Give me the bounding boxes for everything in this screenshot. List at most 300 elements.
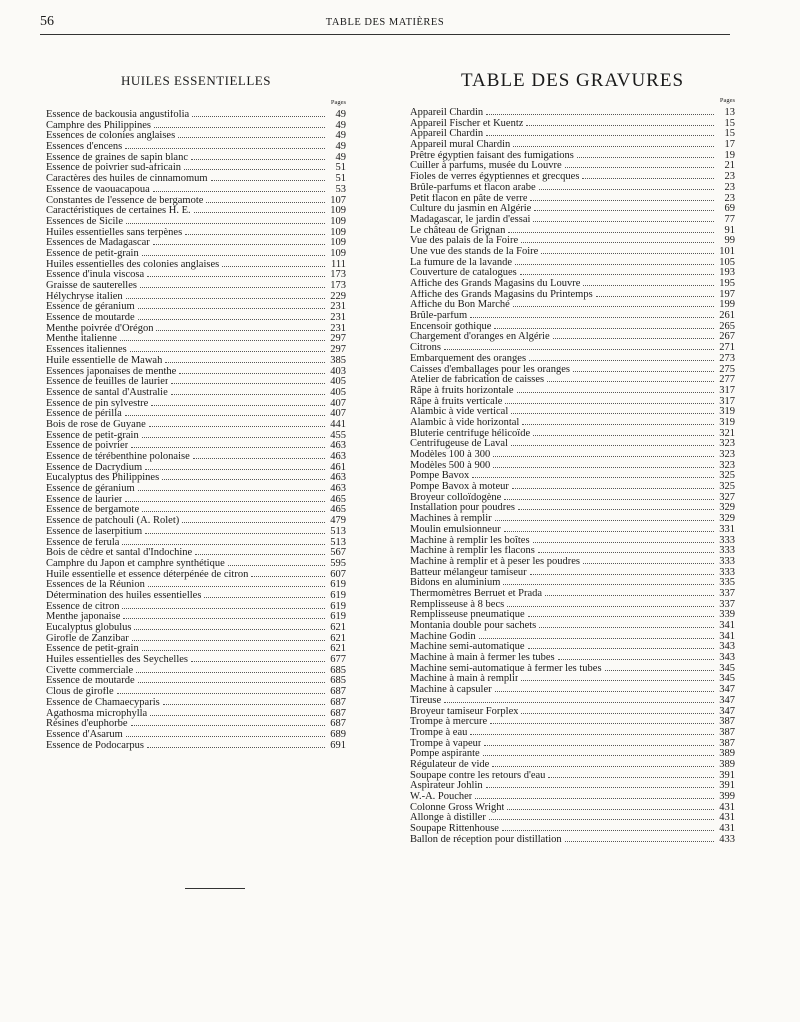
- entry-title: Pompe Bavox: [410, 471, 470, 482]
- entry-page-number: 595: [330, 557, 346, 569]
- index-entry: [410, 684, 735, 695]
- entry-page-number: 69: [724, 203, 735, 215]
- entry-page-number: 621: [330, 643, 346, 655]
- entry-title: Machine à main à fermer les tubes: [410, 653, 555, 664]
- index-entry: [46, 109, 346, 120]
- entry-title: Graisse de sauterelles: [46, 281, 137, 291]
- dot-leader: [470, 310, 714, 318]
- entry-title: Huile essentielle de Mawah: [46, 355, 163, 366]
- dot-leader: [573, 364, 714, 372]
- entry-title: Installation pour poudres: [410, 503, 515, 514]
- index-entry: [46, 440, 346, 451]
- index-entry: [410, 385, 735, 396]
- entry-page-number: 331: [719, 523, 735, 535]
- entry-title: Menthe japonaise: [46, 612, 121, 623]
- entry-title: Huiles essentielles sans terpènes: [46, 227, 183, 238]
- entry-page-number: 513: [330, 536, 346, 548]
- index-entry: [410, 203, 735, 214]
- index-entry: [410, 780, 735, 791]
- dot-leader: [165, 355, 325, 363]
- dot-leader: [553, 331, 714, 339]
- index-entry: [410, 834, 735, 845]
- entry-page-number: 23: [724, 181, 735, 193]
- entry-page-number: 329: [719, 513, 735, 525]
- entry-title: Essences d'encens: [46, 142, 123, 153]
- dot-leader: [142, 248, 325, 256]
- index-entry: [46, 430, 346, 441]
- entry-title: Thermomètres Berruet et Prada: [410, 588, 543, 599]
- dot-leader: [149, 419, 325, 427]
- entry-title: Civette commerciale: [46, 665, 134, 676]
- entry-page-number: 319: [719, 406, 735, 418]
- dot-leader: [534, 203, 714, 211]
- dot-leader: [596, 289, 714, 297]
- entry-page-number: 621: [330, 632, 346, 644]
- entry-title: Bois de cèdre et santal d'Indochine: [46, 548, 193, 559]
- entry-title: Appareil Fischer et Kuentz: [410, 118, 524, 129]
- dot-leader: [517, 385, 714, 393]
- entry-title: Trompe à vapeur: [410, 738, 482, 749]
- index-entry: [410, 492, 735, 503]
- index-entry: [410, 396, 735, 407]
- index-entry: [46, 740, 346, 751]
- index-entry: [410, 342, 735, 353]
- entry-title: Essence de Podocarpus: [46, 740, 144, 751]
- index-entry: [46, 387, 346, 398]
- entry-page-number: 173: [330, 269, 346, 281]
- entry-page-number: 323: [719, 438, 735, 450]
- index-entry: [46, 130, 346, 141]
- index-entry: [410, 267, 735, 278]
- entry-page-number: 327: [719, 491, 735, 503]
- entry-title: Alambic à vide vertical: [410, 407, 509, 418]
- entry-page-number: 297: [330, 333, 346, 345]
- entry-title: Essence de pin sylvestre: [46, 398, 149, 409]
- dot-leader: [191, 654, 325, 662]
- entry-page-number: 335: [719, 577, 735, 589]
- entry-title: Clous de girofle: [46, 687, 114, 698]
- index-entry: [410, 770, 735, 781]
- entry-page-number: 685: [330, 664, 346, 676]
- index-entry: [46, 184, 346, 195]
- entry-title: Essence de laurier: [46, 494, 123, 505]
- entry-page-number: 347: [719, 684, 735, 696]
- entry-title: Essence d'inula viscosa: [46, 270, 145, 281]
- entry-page-number: 465: [330, 504, 346, 516]
- dot-leader: [125, 141, 325, 149]
- entry-page-number: 15: [724, 117, 735, 129]
- entry-page-number: 621: [330, 622, 346, 633]
- dot-leader: [504, 492, 714, 500]
- dot-leader: [493, 449, 714, 457]
- dot-leader: [533, 428, 714, 436]
- entry-page-number: 687: [330, 696, 346, 708]
- index-entry: [410, 171, 735, 182]
- entry-page-number: 277: [719, 374, 735, 386]
- entry-page-number: 109: [330, 226, 346, 238]
- dot-leader: [444, 695, 714, 703]
- index-entry: [410, 246, 735, 257]
- dot-leader: [526, 118, 714, 126]
- entry-page-number: 51: [335, 173, 346, 185]
- index-entry: [46, 162, 346, 173]
- entry-page-number: 53: [335, 183, 346, 195]
- index-entry: [46, 590, 346, 601]
- index-entry: [46, 323, 346, 334]
- dot-leader: [528, 641, 714, 649]
- dot-leader: [147, 740, 325, 748]
- page-header: [40, 14, 730, 34]
- dot-leader: [138, 312, 325, 320]
- dot-leader: [138, 483, 325, 491]
- entry-title: Couverture de catalogues: [410, 268, 517, 279]
- index-entry: [410, 663, 735, 674]
- entry-page-number: 107: [330, 194, 346, 206]
- index-entry: [410, 545, 735, 556]
- index-entry: [46, 697, 346, 708]
- entry-title: Culture du jasmin en Algérie: [410, 204, 532, 215]
- index-entry: [46, 312, 346, 323]
- index-entry: [410, 289, 735, 300]
- dot-leader: [179, 366, 325, 374]
- entry-title: Montania double pour sachets: [410, 621, 537, 631]
- dot-leader: [204, 590, 325, 598]
- index-entry: [410, 599, 735, 610]
- dot-leader: [475, 791, 714, 799]
- dot-leader: [136, 665, 325, 673]
- entry-page-number: 231: [330, 312, 346, 324]
- entry-page-number: 391: [719, 769, 735, 781]
- entry-page-number: 387: [719, 737, 735, 749]
- entry-page-number: 49: [335, 130, 346, 142]
- index-entry: [46, 633, 346, 644]
- dot-leader: [521, 673, 714, 681]
- dot-leader: [126, 216, 325, 224]
- entry-title: Caisses d'emballages pour les oranges: [410, 364, 570, 375]
- entry-page-number: 51: [335, 162, 346, 174]
- dot-leader: [123, 611, 325, 619]
- entry-page-number: 405: [330, 376, 346, 388]
- entry-page-number: 461: [330, 461, 346, 473]
- dot-leader: [192, 109, 325, 117]
- entry-page-number: 49: [335, 141, 346, 153]
- entry-title: Modèles 500 à 900: [410, 460, 491, 471]
- entry-page-number: 317: [719, 395, 735, 407]
- entry-title: Girofle de Zanzibar: [46, 633, 129, 644]
- index-entry: [410, 182, 735, 193]
- entry-title: Essence de petit-grain: [46, 644, 139, 655]
- entry-page-number: 341: [719, 620, 735, 631]
- index-entry: [46, 227, 346, 238]
- entry-title: Remplisseuse pneumatique: [410, 610, 525, 621]
- entry-page-number: 23: [724, 192, 735, 204]
- entry-page-number: 463: [330, 472, 346, 484]
- dot-leader: [486, 107, 714, 115]
- entry-page-number: 273: [719, 352, 735, 364]
- entry-page-number: 19: [724, 149, 735, 161]
- entry-page-number: 231: [330, 322, 346, 334]
- dot-leader: [145, 526, 325, 534]
- entry-title: Essence de graines de sapin blanc: [46, 152, 188, 163]
- entry-title: Essence de Dacrydium: [46, 462, 143, 473]
- entry-title: Essence de feuilles de laurier: [46, 377, 169, 388]
- dot-leader: [503, 577, 714, 585]
- dot-leader: [479, 631, 714, 639]
- entry-page-number: 317: [719, 384, 735, 396]
- entry-title: Essence de ferula: [46, 537, 120, 548]
- entry-page-number: 13: [724, 107, 735, 118]
- dot-leader: [502, 823, 714, 831]
- entry-page-number: 431: [719, 812, 735, 824]
- dot-leader: [533, 214, 714, 222]
- entry-title: Brûle-parfum: [410, 311, 468, 322]
- index-entry: [46, 558, 346, 569]
- entry-title: Cuiller à parfums, musée du Louvre: [410, 161, 562, 172]
- dot-leader: [126, 729, 325, 737]
- entry-title: Détermination des huiles essentielles: [46, 590, 202, 601]
- entry-page-number: 323: [719, 449, 735, 460]
- entry-title: Broyeur colloïdogène: [410, 492, 502, 503]
- entry-title: Citrons: [410, 343, 441, 354]
- index-entry: [410, 257, 735, 268]
- entry-page-number: 319: [719, 416, 735, 428]
- entry-title: Râpe à fruits verticale: [410, 396, 503, 407]
- entry-page-number: 567: [330, 547, 346, 559]
- engravings-title: TABLE DES GRAVURES: [460, 70, 685, 91]
- entry-title: Caractères des huiles de cinnamomum: [46, 174, 208, 185]
- entry-page-number: 405: [330, 386, 346, 398]
- dot-leader: [444, 342, 714, 350]
- essential-oils-index: [46, 70, 346, 750]
- entry-title: Essences italiennes: [46, 345, 127, 356]
- dot-leader: [528, 609, 714, 617]
- dot-leader: [545, 588, 714, 596]
- dot-leader: [140, 280, 325, 288]
- dot-leader: [507, 802, 714, 810]
- index-entry: [46, 216, 346, 227]
- entry-page-number: 333: [719, 545, 735, 557]
- entry-title: Essence de périlla: [46, 409, 122, 420]
- entry-page-number: 321: [719, 427, 735, 439]
- dot-leader: [138, 675, 325, 683]
- dot-leader: [583, 278, 714, 286]
- index-entry: [410, 802, 735, 813]
- entry-page-number: 101: [719, 245, 735, 257]
- index-entry: [46, 398, 346, 409]
- index-entry: [46, 280, 346, 291]
- running-title: TABLE DES MATIÈRES: [325, 17, 445, 28]
- entry-page-number: 77: [724, 213, 735, 225]
- index-entry: [46, 173, 346, 184]
- dot-leader: [472, 470, 714, 478]
- entry-page-number: 231: [330, 301, 346, 313]
- index-entry: [46, 504, 346, 515]
- dot-leader: [125, 494, 325, 502]
- entry-title: Essence de poivrier: [46, 441, 129, 452]
- dot-leader: [513, 139, 714, 147]
- dot-leader: [251, 569, 325, 577]
- entry-title: Machine semi-automatique: [410, 642, 525, 653]
- dot-leader: [521, 235, 714, 243]
- entry-page-number: 109: [330, 247, 346, 259]
- index-entry: [410, 331, 735, 342]
- dot-leader: [145, 462, 325, 470]
- entry-title: Petit flacon en pâte de verre: [410, 193, 528, 204]
- dot-leader: [138, 301, 325, 309]
- page-number: 56: [40, 14, 54, 29]
- entry-page-number: 105: [719, 256, 735, 268]
- dot-leader: [131, 718, 326, 726]
- entry-title: Affiche des Grands Magasins du Louvre: [410, 279, 581, 289]
- index-entry: [46, 654, 346, 665]
- essential-oils-list: [46, 109, 346, 750]
- index-entry: [410, 631, 735, 642]
- entry-title: Chargement d'oranges en Algérie: [410, 332, 550, 343]
- index-entry: [46, 120, 346, 131]
- index-entry: [46, 675, 346, 686]
- index-entry: [410, 118, 735, 129]
- index-entry: [410, 353, 735, 364]
- pages-label: Pages: [330, 99, 346, 106]
- entry-title: Machine à remplir et à peser les poudres: [410, 556, 580, 567]
- entry-title: Menthe italienne: [46, 334, 117, 345]
- entry-title: Essence de laserpitium: [46, 526, 143, 537]
- entry-page-number: 173: [330, 280, 346, 291]
- entry-title: Essence de géranium: [46, 302, 135, 313]
- index-entry: [46, 547, 346, 558]
- index-entry: [46, 269, 346, 280]
- entry-page-number: 619: [330, 600, 346, 612]
- entry-title: Appareil Chardin: [410, 129, 484, 140]
- entry-page-number: 337: [719, 598, 735, 610]
- entry-page-number: 619: [330, 589, 346, 601]
- entry-title: W.-A. Poucher: [410, 792, 473, 802]
- entry-page-number: 193: [719, 267, 735, 279]
- dot-leader: [484, 738, 714, 746]
- index-entry: [410, 107, 735, 118]
- dot-leader: [191, 152, 325, 160]
- entry-page-number: 345: [719, 673, 735, 685]
- index-entry: [410, 652, 735, 663]
- entry-title: Soupape contre les retours d'eau: [410, 770, 546, 781]
- dot-leader: [153, 184, 325, 192]
- entry-title: Atelier de fabrication de caisses: [410, 375, 545, 386]
- index-entry: [410, 588, 735, 599]
- entry-title: Eucalyptus globulus: [46, 623, 132, 633]
- entry-page-number: 403: [330, 365, 346, 377]
- entry-title: Centrifugeuse de Laval: [410, 439, 508, 450]
- entry-title: Tireuse: [410, 695, 442, 706]
- entry-title: Résines d'euphorbe: [46, 719, 128, 730]
- dot-leader: [529, 353, 714, 361]
- dot-leader: [513, 299, 714, 307]
- index-entry: [410, 673, 735, 684]
- entry-title: Constantes de l'essence de bergamote: [46, 195, 204, 206]
- entry-title: Allonge à distiller: [410, 813, 486, 824]
- index-entry: [410, 470, 735, 481]
- entry-page-number: 465: [330, 493, 346, 505]
- dot-leader: [134, 622, 325, 630]
- entry-title: Régulateur de vide: [410, 759, 490, 770]
- index-entry: [410, 128, 735, 139]
- entry-title: Affiche du Bon Marché: [410, 300, 510, 311]
- entry-page-number: 347: [719, 705, 735, 717]
- entry-title: Machine à main à remplir: [410, 674, 519, 685]
- dot-leader: [206, 195, 325, 203]
- index-entry: [46, 205, 346, 216]
- entry-page-number: 17: [724, 139, 735, 151]
- entry-page-number: 399: [719, 791, 735, 802]
- entry-title: Madagascar, le jardin d'essai: [410, 214, 531, 225]
- entry-page-number: 229: [330, 290, 346, 302]
- entry-page-number: 685: [330, 675, 346, 687]
- index-entry: [410, 214, 735, 225]
- pages-label: Pages: [719, 97, 735, 104]
- entry-title: Trompe à mercure: [410, 717, 488, 728]
- index-entry: [46, 708, 346, 719]
- index-entry: [46, 195, 346, 206]
- entry-title: Machine Godin: [410, 631, 476, 642]
- index-entry: [410, 364, 735, 375]
- entry-page-number: 431: [719, 801, 735, 813]
- dot-leader: [132, 633, 325, 641]
- entry-title: Machine à capsuler: [410, 685, 492, 696]
- entry-page-number: 687: [330, 707, 346, 719]
- dot-leader: [131, 440, 325, 448]
- index-entry: [46, 569, 346, 580]
- entry-title: Menthe poivrée d'Orégon: [46, 323, 154, 334]
- dot-leader: [520, 267, 714, 275]
- dot-leader: [511, 438, 714, 446]
- dot-leader: [117, 686, 325, 694]
- entry-title: Caractéristiques de certaines H. E.: [46, 206, 191, 217]
- index-entry: [46, 622, 346, 633]
- dot-leader: [547, 374, 714, 382]
- index-entry: [46, 366, 346, 377]
- index-entry: [410, 727, 735, 738]
- index-entry: [410, 556, 735, 567]
- entry-title: Essence de moutarde: [46, 676, 135, 687]
- dot-leader: [195, 547, 325, 555]
- entry-page-number: 687: [330, 686, 346, 698]
- entry-page-number: 407: [330, 397, 346, 409]
- entry-title: Alambic à vide horizontal: [410, 417, 520, 428]
- dot-leader: [548, 770, 714, 778]
- entry-page-number: 341: [719, 630, 735, 642]
- entry-page-number: 677: [330, 654, 346, 666]
- entry-title: Pompe Bavox à moteur: [410, 482, 509, 493]
- dot-leader: [486, 128, 714, 136]
- entry-page-number: 389: [719, 758, 735, 770]
- dot-leader: [533, 535, 714, 543]
- entry-title: Huiles essentielles des colonies anglaises: [46, 259, 220, 270]
- dot-leader: [558, 652, 714, 660]
- index-entry: [410, 160, 735, 171]
- index-entry: [46, 141, 346, 152]
- index-entry: [410, 299, 735, 310]
- dot-leader: [178, 130, 325, 138]
- entry-title: Huile essentielle et essence déterpénée de citron: [46, 569, 249, 580]
- essential-oils-title: HUILES ESSENTIELLES: [121, 73, 271, 88]
- index-entry: [410, 374, 735, 385]
- entry-page-number: 687: [330, 718, 346, 730]
- index-entry: [46, 408, 346, 419]
- entry-title: Brûle-parfums et flacon arabe: [410, 182, 536, 193]
- entry-title: Modèles 100 à 300: [410, 450, 491, 460]
- entry-page-number: 15: [724, 128, 735, 140]
- index-entry: [410, 193, 735, 204]
- dot-leader: [518, 502, 714, 510]
